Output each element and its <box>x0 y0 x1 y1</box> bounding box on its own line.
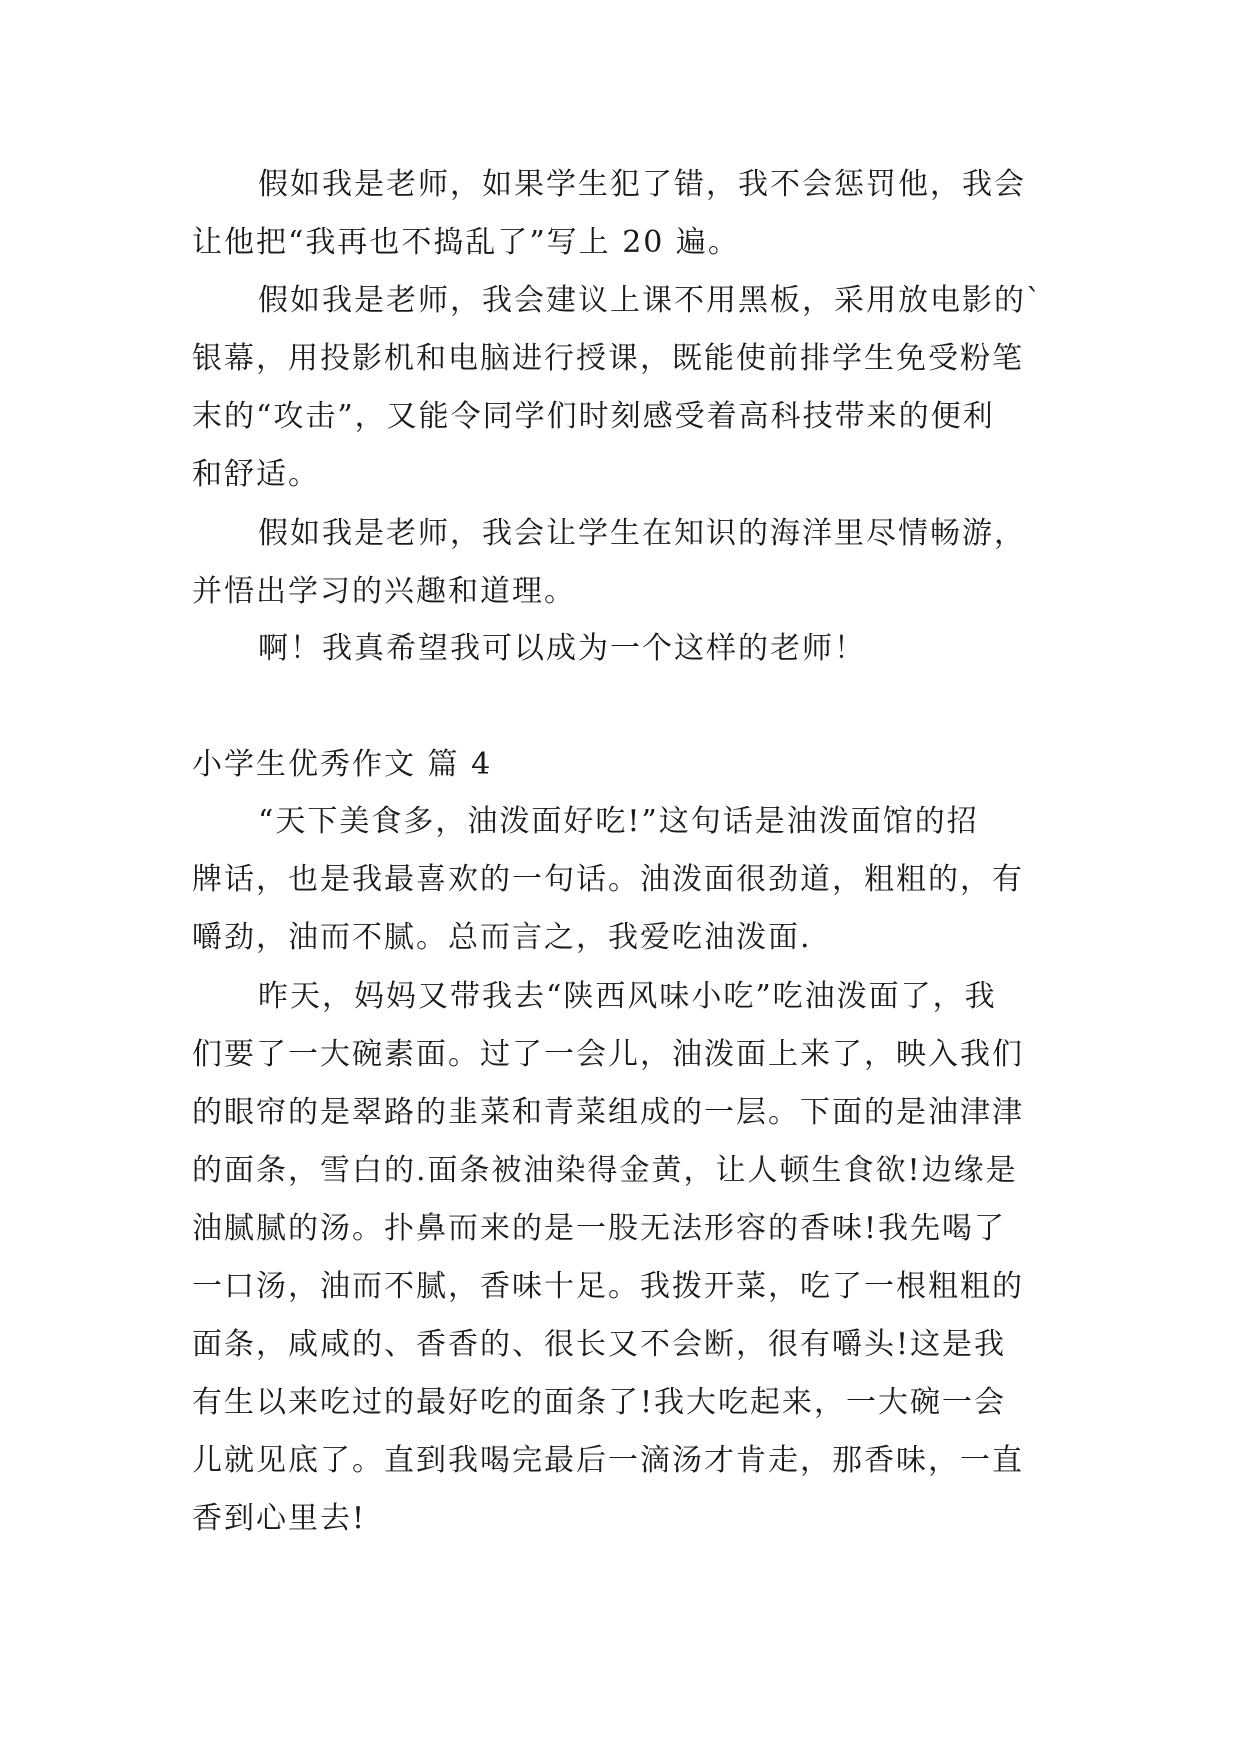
paragraph-line: 末的“攻击”，又能令同学们时刻感受着高科技带来的便利 <box>192 399 995 434</box>
paragraph-line: 一口汤，油而不腻，香味十足。我拨开菜，吃了一根粗粗的 <box>192 1269 1024 1304</box>
paragraph-line: 假如我是老师，我会建议上课不用黑板，采用放电影的` <box>258 283 1043 318</box>
paragraph-line: 香到心里去! <box>192 1501 367 1536</box>
paragraph-line: 有生以来吃过的最好吃的面条了!我大吃起来，一大碗一会 <box>192 1385 1007 1420</box>
section-heading: 小学生优秀作文 篇 4 <box>192 747 493 782</box>
paragraph-line: 假如我是老师，我会让学生在知识的海洋里尽情畅游， <box>258 516 1026 551</box>
paragraph-line: 啊！我真希望我可以成为一个这样的老师！ <box>258 631 866 666</box>
paragraph-line: 油腻腻的汤。扑鼻而来的是一股无法形容的香味!我先喝了 <box>192 1211 1007 1246</box>
paragraph-2 <box>192 272 1052 504</box>
paragraph-3 <box>192 505 1052 621</box>
paragraph-line: “天下美食多，油泼面好吃!”这句话是油泼面馆的招 <box>258 804 979 839</box>
paragraph-line: 的眼帘的是翠路的韭菜和青菜组成的一层。下面的是油津津 <box>192 1095 1024 1130</box>
paragraph-line: 和舒适。 <box>192 457 320 492</box>
paragraph-line: 们要了一大碗素面。过了一会儿，油泼面上来了，映入我们 <box>192 1037 1024 1072</box>
paragraph-line: 假如我是老师，如果学生犯了错，我不会惩罚他，我会 <box>258 167 1026 202</box>
paragraph-line: 嚼劲，油而不腻。总而言之，我爱吃油泼面. <box>192 920 812 955</box>
section-heading-block <box>192 736 1052 794</box>
paragraph-line: 并悟出学习的兴趣和道理。 <box>192 574 576 609</box>
paragraph-line: 儿就见底了。直到我喝完最后一滴汤才肯走，那香味，一直 <box>192 1443 1024 1478</box>
paragraph-5 <box>192 793 1052 967</box>
paragraph-line: 的面条，雪白的.面条被油染得金黄，让人顿生食欲!边缘是 <box>192 1153 1018 1188</box>
paragraph-1 <box>192 156 1052 272</box>
paragraph-line: 面条，咸咸的、香香的、很长又不会断，很有嚼头!这是我 <box>192 1327 1007 1362</box>
paragraph-6 <box>192 968 1052 1548</box>
paragraph-line: 让他把“我再也不捣乱了”写上 20 遍。 <box>192 225 740 260</box>
paragraph-4 <box>192 620 1052 678</box>
paragraph-line: 银幕，用投影机和电脑进行授课，既能使前排学生免受粉笔 <box>192 341 1024 376</box>
paragraph-line: 牌话，也是我最喜欢的一句话。油泼面很劲道，粗粗的，有 <box>192 862 1024 897</box>
paragraph-line: 昨天，妈妈又带我去“陕西风味小吃”吃油泼面了，我 <box>258 979 997 1014</box>
